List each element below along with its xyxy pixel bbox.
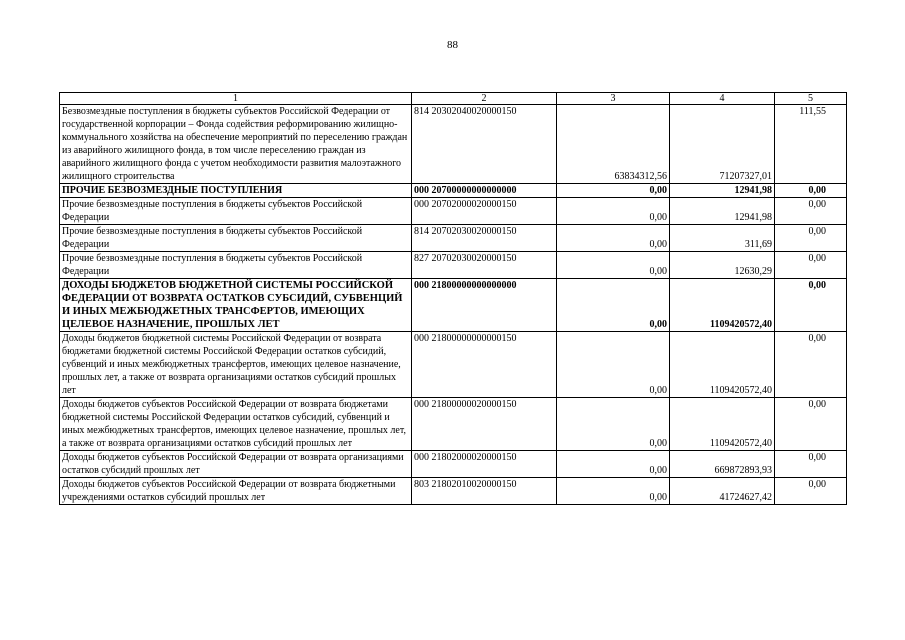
- row-plan: 0,00: [557, 225, 670, 252]
- row-name: Доходы бюджетов субъектов Российской Федерации от возврата организациями остатков субсидий прошлых лет: [60, 451, 412, 478]
- row-percent: 0,00: [775, 279, 847, 332]
- table-header-row: [60, 93, 847, 105]
- row-plan: 0,00: [557, 252, 670, 279]
- row-plan: 63834312,56: [557, 105, 670, 184]
- row-code: 803 21802010020000150: [412, 478, 557, 505]
- row-actual: 1109420572,40: [670, 279, 775, 332]
- table-row: [60, 478, 847, 505]
- row-name: Доходы бюджетов бюджетной системы Российской Федерации от возврата бюджетами бюджетной системы Российской Федерации остатков субсидий, субвенций и иных межбюджетных трансфертов, имеющих целевое назначение, прошлых лет, а также от возврата организациями остатков субсидий прошлых лет: [60, 332, 412, 398]
- row-percent: 111,55: [775, 105, 847, 184]
- row-code: 000 20702000020000150: [412, 198, 557, 225]
- row-name: Доходы бюджетов субъектов Российской Федерации от возврата бюджетами бюджетной системы Российской Федерации остатков субсидий, субвенций и иных межбюджетных трансфертов, имеющих целевое назначение, прошлых лет, а также от возврата организациями остатков субсидий прошлых лет: [60, 398, 412, 451]
- row-actual: 669872893,93: [670, 451, 775, 478]
- row-actual: 41724627,42: [670, 478, 775, 505]
- row-actual: 12941,98: [670, 198, 775, 225]
- column-header: 5: [775, 93, 847, 105]
- row-percent: 0,00: [775, 198, 847, 225]
- row-code: 000 21802000020000150: [412, 451, 557, 478]
- row-plan: 0,00: [557, 478, 670, 505]
- row-actual: 1109420572,40: [670, 398, 775, 451]
- table-row: [60, 252, 847, 279]
- row-name: ДОХОДЫ БЮДЖЕТОВ БЮДЖЕТНОЙ СИСТЕМЫ РОССИЙСКОЙ ФЕДЕРАЦИИ ОТ ВОЗВРАТА ОСТАТКОВ СУБСИДИЙ, СУБВЕНЦИЙ И ИНЫХ МЕЖБЮДЖЕТНЫХ ТРАНСФЕРТОВ, ИМЕЮЩИХ ЦЕЛЕВОЕ НАЗНАЧЕНИЕ, ПРОШЛЫХ ЛЕТ: [60, 279, 412, 332]
- row-actual: 71207327,01: [670, 105, 775, 184]
- row-actual: 12630,29: [670, 252, 775, 279]
- row-actual: 12941,98: [670, 184, 775, 198]
- row-code: 814 20702030020000150: [412, 225, 557, 252]
- row-percent: 0,00: [775, 478, 847, 505]
- row-percent: 0,00: [775, 225, 847, 252]
- column-header: 4: [670, 93, 775, 105]
- revenue-table: [59, 92, 847, 505]
- row-name: Доходы бюджетов субъектов Российской Федерации от возврата бюджетными учреждениями остатков субсидий прошлых лет: [60, 478, 412, 505]
- row-code: 827 20702030020000150: [412, 252, 557, 279]
- row-percent: 0,00: [775, 398, 847, 451]
- page-number: 88: [447, 39, 458, 51]
- row-code: 814 20302040020000150: [412, 105, 557, 184]
- table-row: [60, 398, 847, 451]
- row-name: Прочие безвозмездные поступления в бюджеты субъектов Российской Федерации: [60, 198, 412, 225]
- row-code: 000 20700000000000000: [412, 184, 557, 198]
- row-actual: 311,69: [670, 225, 775, 252]
- row-actual: 1109420572,40: [670, 332, 775, 398]
- table-row: [60, 105, 847, 184]
- row-plan: 0,00: [557, 451, 670, 478]
- row-plan: 0,00: [557, 279, 670, 332]
- table-row: [60, 279, 847, 332]
- row-percent: 0,00: [775, 252, 847, 279]
- row-name: ПРОЧИЕ БЕЗВОЗМЕЗДНЫЕ ПОСТУПЛЕНИЯ: [60, 184, 412, 198]
- row-name: Прочие безвозмездные поступления в бюджеты субъектов Российской Федерации: [60, 225, 412, 252]
- row-percent: 0,00: [775, 332, 847, 398]
- column-header: 2: [412, 93, 557, 105]
- row-plan: 0,00: [557, 398, 670, 451]
- table-row: [60, 198, 847, 225]
- row-name: Прочие безвозмездные поступления в бюджеты субъектов Российской Федерации: [60, 252, 412, 279]
- row-code: 000 21800000000000150: [412, 332, 557, 398]
- row-code: 000 21800000020000150: [412, 398, 557, 451]
- table-row: [60, 451, 847, 478]
- row-percent: 0,00: [775, 184, 847, 198]
- row-percent: 0,00: [775, 451, 847, 478]
- row-plan: 0,00: [557, 198, 670, 225]
- row-plan: 0,00: [557, 184, 670, 198]
- table-row: [60, 332, 847, 398]
- table-row: [60, 225, 847, 252]
- column-header: 1: [60, 93, 412, 105]
- column-header: 3: [557, 93, 670, 105]
- table-row: [60, 184, 847, 198]
- row-name: Безвозмездные поступления в бюджеты субъектов Российской Федерации от государственной корпорации – Фонда содействия реформированию жилищно-коммунального хозяйства на обеспечение мероприятий по переселению граждан из аварийного жилищного фонда, в том числе переселению граждан из аварийного жилищного фонда с учетом необходимости развития малоэтажного жилищного строительства: [60, 105, 412, 184]
- row-code: 000 21800000000000000: [412, 279, 557, 332]
- row-plan: 0,00: [557, 332, 670, 398]
